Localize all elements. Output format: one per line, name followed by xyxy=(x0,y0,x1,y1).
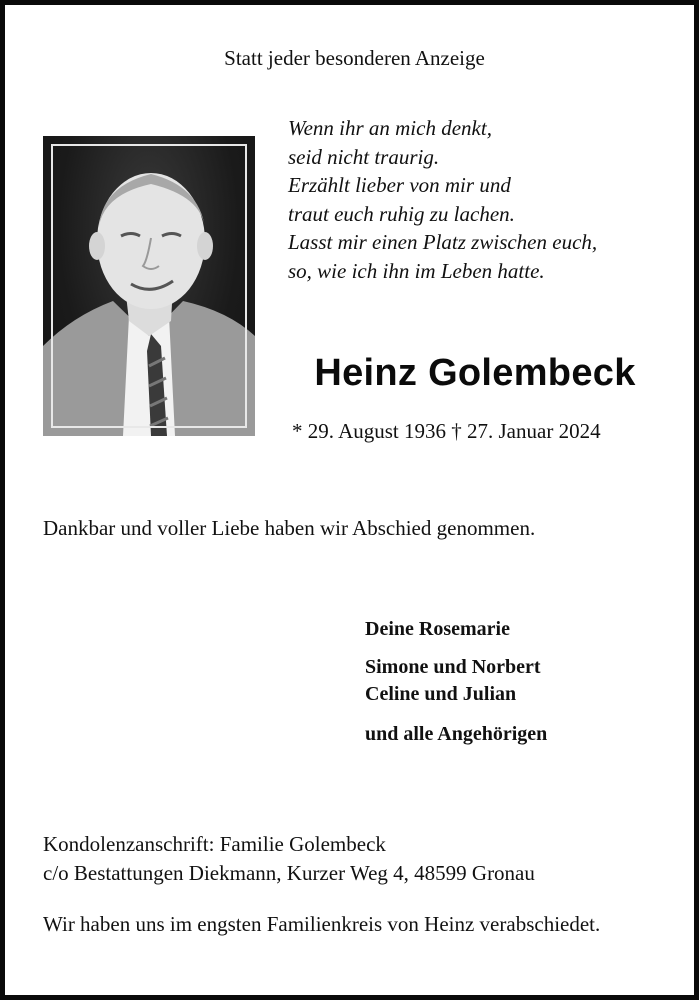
poem-line: Lasst mir einen Platz zwischen euch, xyxy=(288,230,598,254)
poem-line: seid nicht traurig. xyxy=(288,144,440,169)
poem-line: Erzählt lieber von mir und xyxy=(288,173,511,197)
address-line: c/o Bestattungen Diekmann, Kurzer Weg 4, 48599 Gronau xyxy=(43,861,535,885)
family-member: Celine und Julian xyxy=(365,683,517,705)
deceased-name: Heinz Golembeck xyxy=(314,352,636,394)
portrait-photo xyxy=(43,136,255,436)
farewell-text: Wir haben uns im engsten Familienkreis von Heinz verabschiedet. xyxy=(43,912,601,936)
poem xyxy=(288,114,597,285)
address-line: Kondolenzanschrift: Familie Golembeck xyxy=(43,832,386,856)
poem-line: so, wie ich ihn im Leben hatte. xyxy=(288,258,545,283)
notice-header: Statt jeder besonderen Anzeige xyxy=(224,46,485,70)
family-member: Deine Rosemarie xyxy=(365,618,510,640)
condolence-address xyxy=(43,830,535,888)
family-member: und alle Angehörigen xyxy=(365,723,548,745)
photo-inner-border xyxy=(51,144,247,428)
thanks-text: Dankbar und voller Liebe haben wir Abschied genommen. xyxy=(43,516,536,540)
poem-line: Wenn ihr an mich denkt, xyxy=(288,116,492,140)
life-dates: * 29. August 1936 † 27. Januar 2024 xyxy=(292,419,601,443)
family-member: Simone und Norbert xyxy=(365,656,541,678)
poem-line: traut euch ruhig zu lachen. xyxy=(288,201,515,226)
